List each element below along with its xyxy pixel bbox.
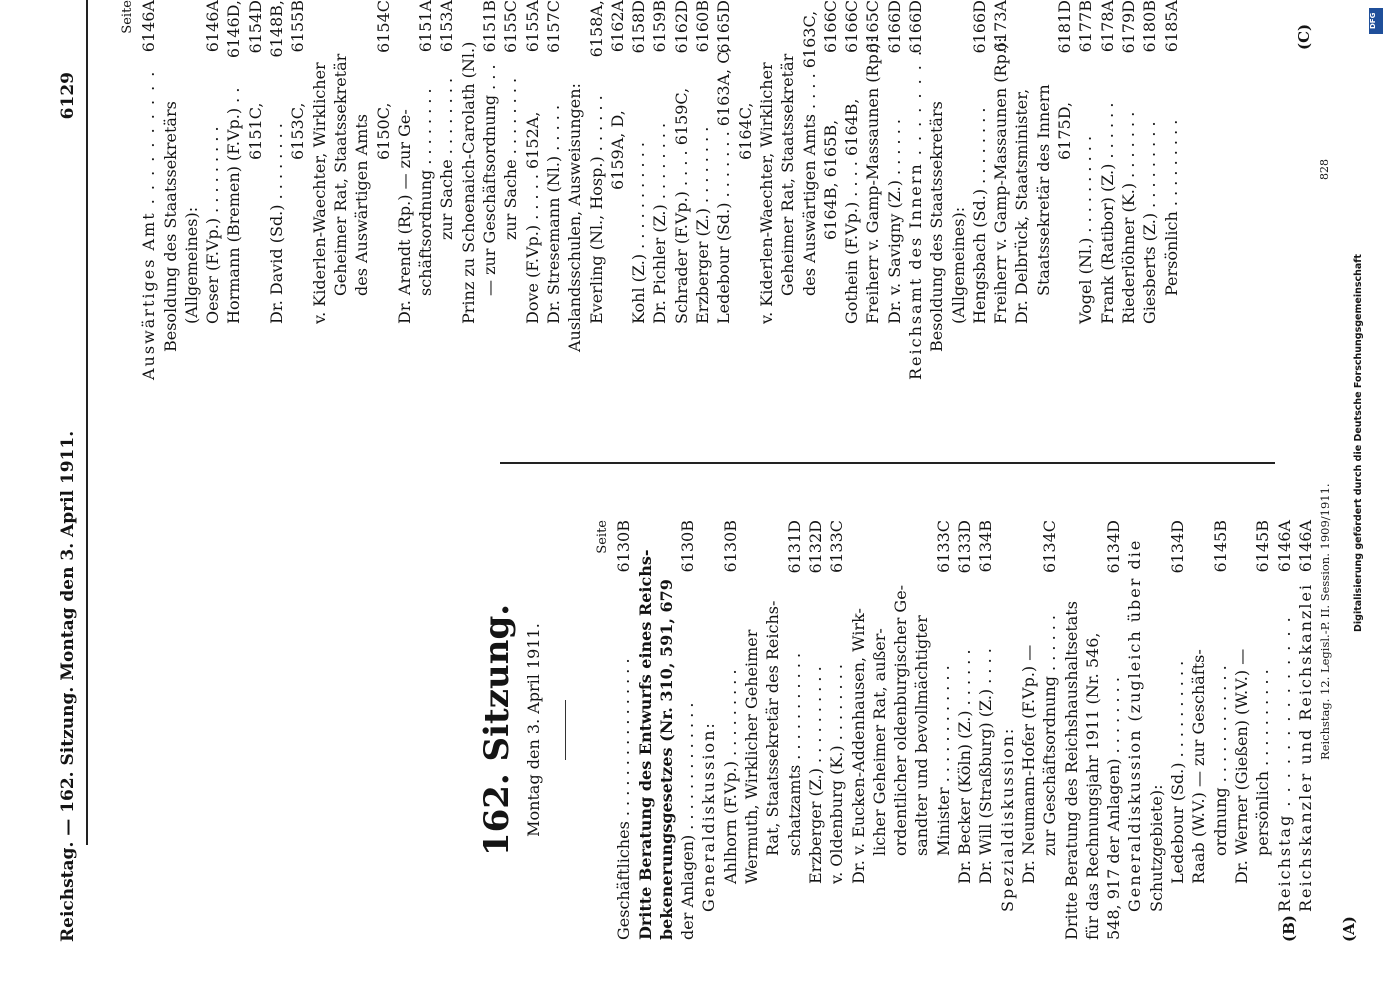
toc-page-ref: 6185A [1161, 0, 1181, 53]
toc-entry [1146, 520, 1167, 940]
toc-entry [373, 0, 394, 380]
toc-entry-text: Persönlich . . . . . . . . . [1161, 119, 1181, 296]
toc-entry [869, 520, 890, 940]
toc-page-ref: 6148B, [267, 0, 287, 58]
toc-entry-text: schatzamts . . . . . . . . . . . [784, 652, 804, 856]
toc-entry [500, 0, 521, 380]
header-title: Reichstag. — 162. Sitzung. Montag den 3. April 1911. [58, 430, 78, 942]
toc-entry-text: Dr. David (Sd.) . . . . . . . . [267, 123, 287, 324]
toc-entry-text: Reichstag . . . . . . . . . . . . . . [1274, 615, 1294, 912]
toc-entry-text: Wermuth, Wirklicher Geheimer [742, 629, 762, 884]
toc-entry-text: (Allgemeines): [948, 206, 968, 324]
margin-mark-a: (A) [1340, 916, 1358, 942]
header-page-number: 6129 [58, 72, 78, 120]
toc-entry [628, 0, 649, 380]
toc-entry-text: Dr. Becker (Köln) (Z.) . . . . . . [955, 649, 975, 884]
toc-entry [756, 0, 777, 380]
toc-entry-text: bekenerungsgesetzes (Nr. 310, 591, 679 [656, 579, 676, 940]
toc-page-ref: 6131D [784, 520, 804, 574]
toc-entry [1061, 520, 1082, 940]
toc-entry-text: des Auswärtigen Amts . . . . 6163C, [799, 10, 819, 296]
toc-entry-text: Besoldung des Staatssekretärs [927, 101, 947, 352]
toc-page-ref: 6162A [607, 0, 627, 53]
toc-entry-text: Auswärtiges Amt . . . . . . . . . . [139, 69, 159, 380]
toc-entry-text: der Anlagen) . . . . . . . . . . . . . [678, 702, 698, 940]
toc-entry [1082, 520, 1103, 940]
toc-entry [820, 0, 841, 380]
toc-entry [117, 0, 138, 380]
toc-entry-text: zur Sache . . . . . . . . [437, 77, 457, 240]
toc-entry [826, 520, 847, 940]
toc-entry-text: 548, 917 der Anlagen) . . . . . . . . [1104, 677, 1124, 940]
toc-entry [223, 0, 244, 380]
toc-entry [848, 520, 869, 940]
toc-entry-text: Dritte Beratung des Entwurfs eines Reichs- [635, 549, 655, 940]
toc-entry-text: Freiherr v. Gamp-Massaunen (Rp.): [991, 37, 1011, 324]
toc-entry-text: Reichsamt des Innern . . . . . . . . [905, 48, 925, 380]
toc-entry [330, 0, 351, 380]
toc-entry-text: Riederlöhner (K.) . . . . . . . [1118, 111, 1138, 324]
toc-entry [160, 0, 181, 380]
toc-entry-text: sandter und bevollmächtigter [912, 615, 932, 856]
digitization-text: Digitalisierung gefördert durch die Deutsche Forschungsgemeinschaft [1353, 254, 1364, 632]
right-toc [117, 0, 1182, 380]
footer-note: Reichstag. 12. Legisl.-P. II. Session. 1909/1911. [1318, 483, 1332, 760]
toc-entry [884, 0, 905, 380]
toc-entry [692, 0, 713, 380]
toc-entry-text: Dr. Werner (Gießen) (W.V.) — [1231, 648, 1251, 884]
toc-entry [394, 0, 415, 380]
toc-entry-text: Auslandsschulen, Ausweisungen: [565, 83, 585, 352]
toc-page-ref: 6166D [905, 0, 925, 54]
toc-entry [975, 520, 996, 940]
toc-page-ref: 6178A [1097, 0, 1117, 53]
toc-entry-text: v. Oldenburg (K.) . . . . . . . . [827, 664, 847, 884]
toc-entry-text: Dr. Stresemann (Nl.) . . . . . [543, 104, 563, 324]
toc-entry-text: 6175D, [1055, 101, 1075, 160]
toc-page-ref: 6159B [650, 0, 670, 53]
toc-entry [1011, 0, 1032, 380]
toc-page-ref: 6180B [1140, 0, 1160, 53]
toc-entry [735, 0, 756, 380]
toc-entry-text: für das Rechnungsjahr 1911 (Nr. 546, [1082, 632, 1102, 940]
toc-entry [202, 0, 223, 380]
toc-entry [926, 0, 947, 380]
toc-entry-text: zur Geschäftsordnung . . . . . . [1040, 614, 1060, 856]
toc-entry-text: Schutzgebiete): [1146, 784, 1166, 912]
toc-entry-text: Ledebour (Sd.) . . . . . . . . . . [1168, 660, 1188, 884]
toc-entry [479, 0, 500, 380]
toc-entry-text: Gothein (F.Vp.) . . . . 6164B, [842, 98, 862, 324]
toc-page-ref: 6146A [139, 0, 159, 53]
right-column [117, 0, 1182, 380]
toc-page-ref: 6166D [969, 0, 989, 54]
toc-page-ref: 6173A [991, 0, 1011, 53]
toc-entry-text: Vogel (Nl.) . . . . . . . . . . [1076, 135, 1096, 324]
toc-entry [522, 0, 543, 380]
toc-entry [181, 0, 202, 380]
toc-entry-text: Dr. Arendt (Rp.) — zur Ge- [394, 109, 414, 324]
toc-page-ref: 6151A [416, 0, 436, 53]
toc-entry-text: v. Kiderlen-Waechter, Wirklicher [756, 62, 776, 324]
toc-page-ref: 6179D [1118, 0, 1138, 54]
toc-entry-text: Dr. Pichler (Z.) . . . . . . . . [650, 122, 670, 324]
title-divider [565, 700, 566, 760]
column-rule [500, 463, 1275, 465]
toc-page-ref: 6166C [842, 0, 862, 53]
toc-page-ref: 6155B [288, 0, 308, 53]
toc-entry [656, 520, 677, 940]
running-header [58, 72, 82, 942]
toc-entry [890, 520, 911, 940]
toc-entry-text: Generaldiskussion: [699, 721, 719, 912]
toc-page-ref: 6157C [543, 0, 563, 53]
toc-entry-text: Dove (F.Vp.) . . . . . 6152A, [522, 111, 542, 324]
toc-page-ref: 6158D [629, 0, 649, 54]
toc-entry [784, 520, 805, 940]
toc-entry [309, 0, 330, 380]
toc-page-ref: 6133C [933, 520, 953, 573]
toc-entry-text: des Auswärtigen Amts [352, 114, 372, 296]
toc-entry [266, 0, 287, 380]
toc-entry [1295, 520, 1316, 940]
toc-entry-text: Dr. v. Eucken-Addenhausen, Wirk- [848, 608, 868, 884]
toc-entry-text: licher Geheimer Rat, außer- [869, 628, 889, 856]
toc-entry [351, 0, 372, 380]
toc-entry [586, 0, 607, 380]
toc-entry-text: Schrader (F.Vp.) . . . . 6159C, [671, 87, 691, 324]
toc-entry [592, 520, 613, 940]
toc-page-ref: 6166C [820, 0, 840, 53]
toc-page-ref: 6155A [522, 0, 542, 53]
toc-entry-text: Hormann (Bremen) (F.Vp.) . . [224, 87, 244, 324]
toc-entry-text: Prinz zu Schoenaich-Carolath (Nl.) [458, 41, 478, 324]
toc-entry-text: Dr. Will (Straßburg) (Z.) . . . . [976, 648, 996, 884]
toc-entry [720, 520, 741, 940]
toc-page-ref: 6130B [614, 520, 634, 573]
toc-entry [1167, 520, 1188, 940]
toc-entry [799, 0, 820, 380]
toc-entry [671, 0, 692, 380]
toc-entry-text: 6164C, [735, 102, 755, 160]
toc-entry-text: Hengsbach (Sd.) . . . . . . . . [969, 107, 989, 324]
toc-entry [1124, 520, 1145, 940]
toc-page-ref: 6165C [863, 0, 883, 53]
toc-entry [607, 0, 628, 380]
toc-page-ref: 6133C [827, 520, 847, 573]
toc-entry-text: Geschäftliches . . . . . . . . . . . . . . . . [614, 658, 634, 940]
toc-entry [1039, 520, 1060, 940]
toc-entry [841, 0, 862, 380]
toc-page-ref: 6130B [678, 520, 698, 573]
toc-entry [905, 0, 926, 380]
toc-page-ref: 6154D [245, 0, 265, 54]
toc-entry [762, 520, 783, 940]
toc-entry [1018, 520, 1039, 940]
toc-entry [1188, 520, 1209, 940]
toc-entry-text: Frank (Ratibor) (Z.) . . . . . . [1097, 102, 1117, 324]
toc-entry-text: Minister . . . . . . . . . . . . [933, 665, 953, 856]
signature-mark: 828 [1318, 159, 1331, 180]
toc-entry-text: Seite [120, 0, 135, 34]
toc-page-ref: 6133D [955, 520, 975, 574]
toc-page-ref: 6166D [884, 0, 904, 54]
toc-entry [948, 0, 969, 380]
toc-entry-text: persönlich . . . . . . . . . . [1253, 669, 1273, 856]
toc-entry-text: Dr. v. Savigny (Z.) . . . . . . [884, 119, 904, 324]
toc-entry-text: Geheimer Rat, Staatssekretär [330, 53, 350, 296]
toc-entry-text: Raab (W.V.) — zur Geschäfts- [1189, 649, 1209, 884]
toc-entry-text: ordentlicher oldenburgischer Ge- [891, 584, 911, 856]
toc-page-ref: 6151B [480, 0, 500, 53]
toc-entry [698, 520, 719, 940]
toc-entry [1252, 520, 1273, 940]
toc-entry-text: Ledebour (Sd.) . . . . . . . 6163A, C, [714, 47, 734, 324]
toc-entry [1231, 520, 1252, 940]
toc-entry [138, 0, 159, 380]
toc-entry-text: 6151C, [245, 102, 265, 160]
toc-entry [777, 0, 798, 380]
toc-entry-text: schäftsordnung . . . . . . . . [416, 88, 436, 296]
toc-entry [741, 520, 762, 940]
toc-entry [1274, 520, 1295, 940]
toc-entry-text: Erzberger (Z.) . . . . . . . . [693, 126, 713, 324]
toc-page-ref: 6146D, [224, 0, 244, 59]
toc-entry-text: Dr. Neumann-Hofer (F.Vp.) — [1018, 644, 1038, 884]
toc-entry-text: 6153C, [288, 102, 308, 160]
header-rule [86, 0, 88, 845]
toc-entry-text: — zur Geschäftsordnung . . . [480, 64, 500, 296]
toc-entry [713, 0, 734, 380]
toc-entry-text: Everling (Nl., Hosp.) . . . . . . [586, 95, 606, 324]
toc-entry-text: Oeser (F.Vp.) . . . . . . . . . [203, 126, 223, 324]
left-toc [592, 520, 1316, 940]
toc-page-ref: 6134C [1040, 520, 1060, 573]
margin-mark-b: (B) [1280, 915, 1298, 942]
toc-page-ref: 6145B [1253, 520, 1273, 573]
toc-entry-text: Giesberts (Z.) . . . . . . . . . [1140, 121, 1160, 324]
toc-page-ref: 6146A [203, 0, 223, 53]
toc-entry [436, 0, 457, 380]
toc-entry [458, 0, 479, 380]
toc-entry [613, 520, 634, 940]
toc-entry-text: Geheimer Rat, Staatssekretär [778, 53, 798, 296]
toc-page-ref: 6130B [720, 520, 740, 573]
toc-entry-text: Generaldiskussion (zugleich über die [1125, 538, 1145, 912]
dfg-logo: DFG [1369, 8, 1383, 34]
toc-entry-text: Dritte Beratung des Reichshaushaltsetats [1061, 601, 1081, 940]
toc-entry [933, 520, 954, 940]
toc-page-ref: 6132D [805, 520, 825, 574]
toc-entry [564, 0, 585, 380]
toc-entry [543, 0, 564, 380]
toc-entry [862, 0, 883, 380]
toc-entry [805, 520, 826, 940]
toc-entry-text: Kohl (Z.) . . . . . . . . . . . [629, 142, 649, 324]
toc-page-ref: 6155C [501, 0, 521, 53]
margin-mark-c: (C) [1295, 23, 1313, 50]
digitization-note [1345, 12, 1375, 632]
toc-page-ref: 6134D [1168, 520, 1188, 574]
toc-entry-text: Dr. Delbrück, Staatsminister, [1012, 88, 1032, 324]
left-column [475, 520, 1316, 940]
session-title: 162. Sitzung. [477, 603, 517, 857]
toc-entry-text: 6159A, D, [607, 110, 627, 190]
toc-entry [1118, 0, 1139, 380]
toc-entry-text: Besoldung des Staatssekretärs [160, 101, 180, 352]
toc-page-ref: 6146A [1274, 520, 1294, 573]
toc-page-ref: 6146A [1295, 520, 1315, 573]
toc-entry-text: Rat, Staatssekretär des Reichs- [763, 600, 783, 856]
toc-entry [1161, 0, 1182, 380]
toc-entry [635, 520, 656, 940]
toc-page-ref: 6134B [976, 520, 996, 573]
toc-entry [245, 0, 266, 380]
toc-entry-text: Spezialdiskussion: [997, 726, 1017, 912]
toc-entry [911, 520, 932, 940]
toc-entry [1103, 520, 1124, 940]
toc-page-ref: 6177B [1076, 0, 1096, 53]
toc-page-ref: 6134D [1104, 520, 1124, 574]
toc-entry [954, 520, 975, 940]
toc-page-ref: 6145B [1210, 520, 1230, 573]
toc-entry-text: Staatssekretär des Innern [1033, 84, 1053, 296]
toc-entry [415, 0, 436, 380]
toc-page-ref: 6160B [693, 0, 713, 53]
toc-entry-text: Erzberger (Z.) . . . . . . . . . . [805, 666, 825, 884]
toc-entry-text: (Allgemeines): [181, 206, 201, 324]
session-date: Montag den 3. April 1911. [524, 623, 543, 837]
toc-entry-text: 6150C, [373, 102, 393, 160]
toc-page-ref: 6165D [714, 0, 734, 54]
toc-entry-text: Reichskanzler und Reichskanzlei [1295, 582, 1315, 912]
toc-entry [677, 520, 698, 940]
toc-entry-text: ordnung . . . . . . . . . . . . [1210, 665, 1230, 856]
toc-page-ref: 6181D [1055, 0, 1075, 54]
toc-entry [1097, 0, 1118, 380]
toc-page-ref: 6154C [373, 0, 393, 53]
toc-entry-text: Freiherr v. Gamp-Massaunen (Rp.): [863, 37, 883, 324]
toc-entry [1054, 0, 1075, 380]
toc-entry [1210, 520, 1231, 940]
toc-page-ref: 6158A, [586, 0, 606, 58]
toc-entry [969, 0, 990, 380]
toc-entry-text: zur Sache . . . . . . . . [501, 77, 521, 240]
toc-entry [287, 0, 308, 380]
toc-entry-text: 6164B, 6165B, [820, 119, 840, 240]
toc-entry [1075, 0, 1096, 380]
toc-entry [997, 520, 1018, 940]
toc-page-ref: 6162D [671, 0, 691, 54]
toc-entry-text: v. Kiderlen-Waechter, Wirklicher [309, 62, 329, 324]
toc-entry [990, 0, 1011, 380]
toc-entry [649, 0, 670, 380]
toc-entry [1139, 0, 1160, 380]
toc-page-ref: 6153A [437, 0, 457, 53]
toc-entry-text: Seite [595, 520, 610, 554]
toc-entry-text: Ahlhorn (F.Vp.) . . . . . . . . . [720, 669, 740, 884]
toc-entry [1033, 0, 1054, 380]
